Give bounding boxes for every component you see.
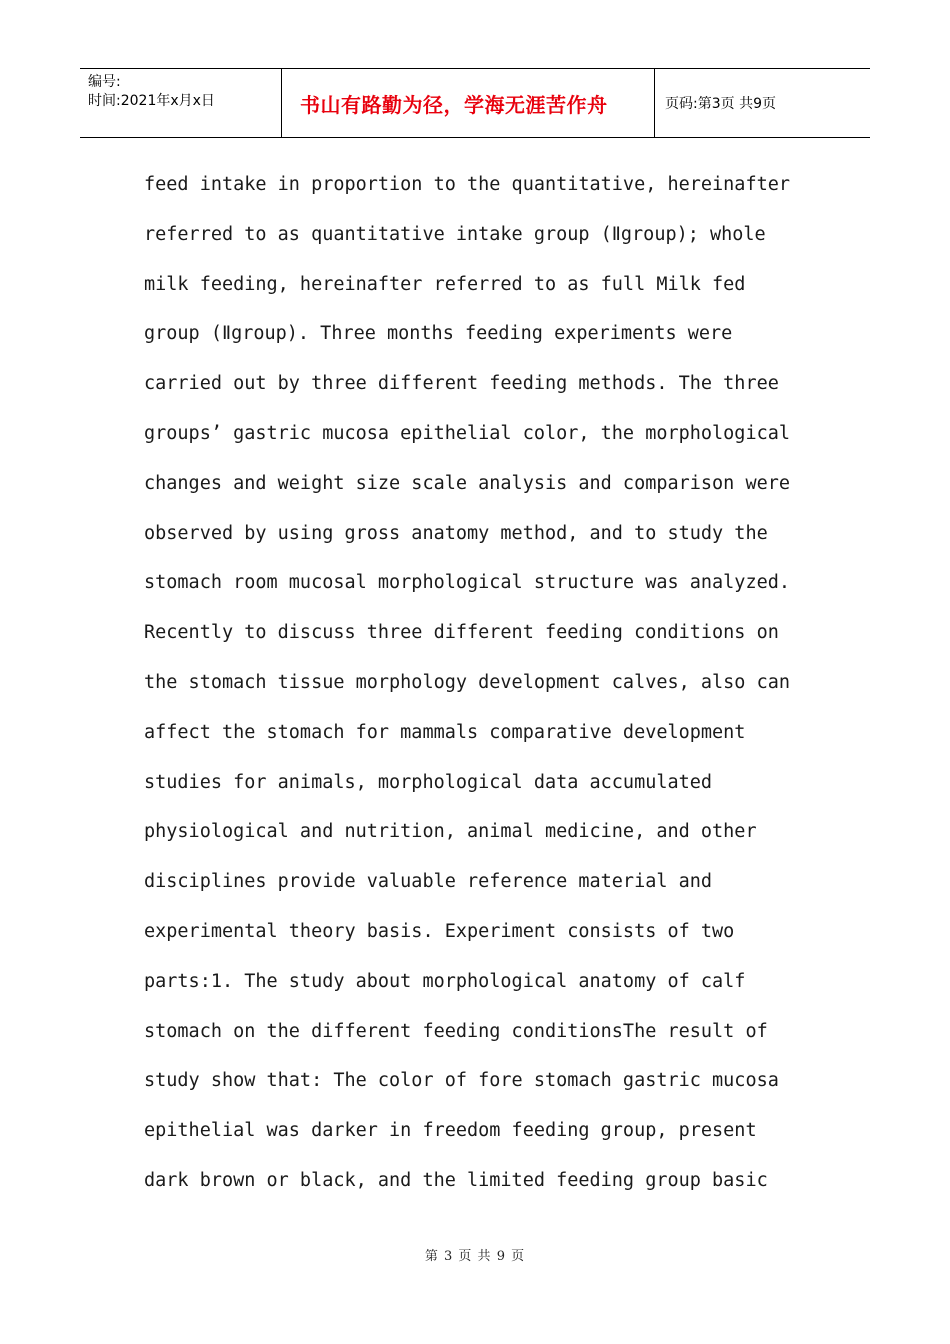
text-line: study show that: The color of fore stomach gastric mucosa [144, 1070, 779, 1092]
text-line: parts:1. The study about morphological anatomy of calf [144, 970, 746, 992]
header-page-cell [655, 69, 870, 137]
header-page-number: 页码:第3页 共9页 [665, 96, 776, 112]
header-motto-cell [282, 69, 655, 137]
text-line: studies for animals, morphological data accumulated [144, 771, 713, 793]
text-line: Recently to discuss three different feeding conditions on [144, 622, 779, 644]
page-footer [0, 1245, 950, 1264]
text-line: affect the stomach for mammals comparative development [144, 721, 746, 743]
text-line: the stomach tissue morphology development calves, also can [144, 671, 791, 693]
text-line: dark brown or black, and the limited feeding group basic [144, 1169, 768, 1191]
text-line: referred to as quantitative intake group (Ⅱgroup); whole [144, 223, 766, 245]
text-line: experimental theory basis. Experiment consists of two [144, 920, 735, 942]
text-line: group (Ⅱgroup). Three months feeding experiments were [144, 323, 733, 345]
text-line: groups’ gastric mucosa epithelial color, the morphological [144, 422, 791, 444]
document-date: 时间:2021年x月x日 [88, 93, 215, 109]
text-line: stomach room mucosal morphological structure was analyzed. [144, 572, 791, 594]
text-line: stomach on the different feeding conditionsThe result of [144, 1020, 768, 1042]
text-line: observed by using gross anatomy method, and to study the [144, 522, 768, 544]
document-number-label: 编号: [88, 74, 121, 90]
text-line: epithelial was darker in freedom feeding group, present [144, 1120, 757, 1142]
text-line: disciplines provide valuable reference material and [144, 871, 713, 893]
text-line: changes and weight size scale analysis and comparison were [144, 472, 791, 494]
text-line: feed intake in proportion to the quantitative, hereinafter [144, 174, 791, 195]
text-line: carried out by three different feeding methods. The three [144, 373, 779, 395]
text-line: milk feeding, hereinafter referred to as full Milk fed [144, 273, 746, 295]
page-header [80, 68, 870, 138]
body-text [144, 160, 824, 1206]
header-motto: 书山有路勤为径，学海无涯苦作舟 [300, 92, 608, 117]
footer-page-number: 第 3 页 共 9 页 [424, 1249, 526, 1264]
header-meta-cell [80, 69, 282, 137]
text-line: physiological and nutrition, animal medicine, and other [144, 821, 757, 843]
